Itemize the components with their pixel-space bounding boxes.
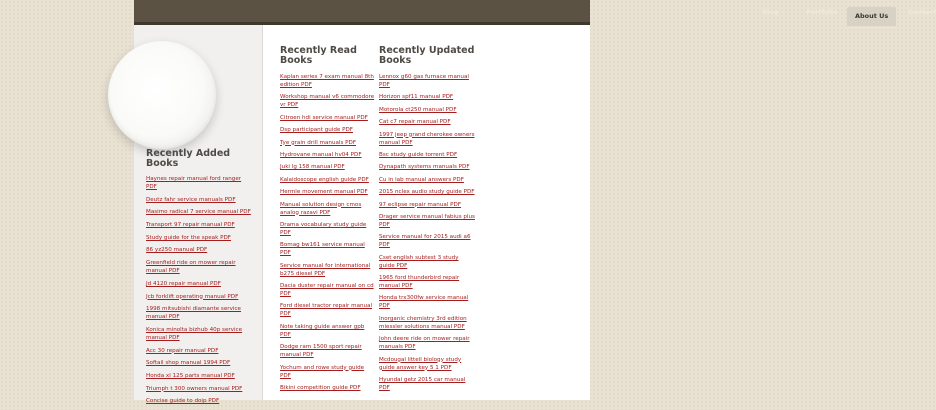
book-link[interactable]: Drager service manual fabius plus PDF [379, 213, 475, 228]
recently-added-heading: Recently Added Books [146, 148, 231, 169]
list-item [146, 305, 252, 321]
book-link[interactable]: Ford diesel tractor repair manual PDF [280, 303, 373, 318]
list-item [280, 262, 376, 278]
list-item [280, 323, 376, 339]
list-item [146, 280, 252, 288]
list-item [280, 221, 376, 237]
content-page [134, 25, 590, 405]
list-item [280, 73, 376, 89]
recently-added-list [146, 175, 252, 405]
book-link[interactable]: Konica minolta bizhub 40p service manual PDF [146, 326, 243, 341]
list-item [280, 364, 376, 380]
book-link[interactable]: Dynapath systems manuals PDF [379, 164, 470, 171]
book-link[interactable]: Horizon spf11 manual PDF [379, 94, 454, 101]
nav-blog[interactable]: Blog [762, 8, 779, 16]
nav-portfolio[interactable]: Portfolio [806, 8, 838, 16]
list-item [146, 175, 252, 191]
recently-read-section [280, 46, 376, 396]
book-link[interactable]: Softail shop manual 1994 PDF [146, 360, 231, 367]
book-link[interactable]: Kaplan series 7 exam manual 8th edition PDF [280, 74, 374, 88]
book-link[interactable]: Triumph t 300 owners manual PDF [146, 385, 243, 392]
book-link[interactable]: Kalaidoscope english guide PDF [280, 176, 369, 183]
list-item [379, 93, 475, 101]
list-item [379, 356, 475, 372]
nav-contact[interactable]: Contact [908, 8, 936, 16]
list-item [146, 397, 252, 405]
book-link[interactable]: Inorganic chemistry 3rd edition miessler solutions manual PDF [379, 315, 467, 330]
list-item [280, 384, 376, 392]
list-item [280, 93, 376, 109]
book-link[interactable]: Hyundai getz 2015 car manual PDF [379, 377, 466, 392]
recently-read-list [280, 73, 376, 392]
book-link[interactable]: Bikini competition guide PDF [280, 385, 361, 392]
list-item [146, 347, 252, 355]
list-item [379, 233, 475, 249]
book-link[interactable]: Bsc study guide torrent PDF [379, 151, 458, 158]
list-item [379, 315, 475, 331]
recently-added-section [146, 149, 252, 410]
book-link[interactable]: 1998 mitsubishi diamante service manual PDF [146, 306, 241, 321]
list-item [146, 372, 252, 380]
book-link[interactable]: Bomag bw161 service manual PDF [280, 242, 365, 257]
book-link[interactable]: Citroen hdi service manual PDF [280, 114, 368, 121]
book-link[interactable]: Lennox g60 gas furnace manual PDF [379, 74, 469, 88]
book-link[interactable]: Masimo radical 7 service manual PDF [146, 209, 251, 216]
book-link[interactable]: Jcb forklift operating manual PDF [146, 293, 239, 300]
list-item [280, 188, 376, 196]
list-item [379, 73, 475, 89]
book-link[interactable]: Transport 97 repair manual PDF [146, 222, 235, 229]
list-item [280, 282, 376, 298]
list-item [280, 139, 376, 147]
list-item [146, 246, 252, 254]
list-item [280, 343, 376, 359]
list-item [379, 254, 475, 270]
list-item [146, 196, 252, 204]
list-item [146, 326, 252, 342]
list-item [280, 151, 376, 159]
book-link[interactable]: Concise guide to doip PDF [146, 398, 220, 405]
book-link[interactable]: Greenfield ride on mower repair manual PDF [146, 260, 236, 275]
book-link[interactable]: 1997 jeep grand cherokee owners manual PDF [379, 131, 475, 146]
header-bar [134, 0, 936, 25]
left-sidebar [134, 25, 263, 405]
book-link[interactable]: Service manual for international b275 diesel PDF [280, 262, 371, 277]
book-link[interactable]: Note taking guide answer gpb PDF [280, 323, 365, 338]
book-link[interactable]: Cset english subtest 3 study guide PDF [379, 254, 459, 269]
book-link[interactable]: 86 yz250 manual PDF [146, 247, 208, 254]
nav-about-us[interactable]: About Us [847, 7, 896, 26]
list-item [280, 176, 376, 184]
list-item [379, 274, 475, 290]
book-link[interactable]: Cat c7 repair manual PDF [379, 119, 451, 126]
book-link[interactable]: Dsp participant guide PDF [280, 127, 354, 134]
list-item [379, 335, 475, 351]
book-link[interactable]: Haynes repair manual ford ranger PDF [146, 176, 242, 190]
list-item [379, 106, 475, 114]
book-link[interactable]: Honda trx300fw service manual PDF [379, 295, 469, 310]
book-link[interactable]: Acc 30 repair manual PDF [146, 347, 219, 354]
book-link[interactable]: Dodge ram 1500 sport repair manual PDF [280, 344, 362, 359]
list-item [379, 176, 475, 184]
recently-updated-heading: Recently Updated Books [379, 45, 475, 66]
book-link[interactable]: Dacia duster repair manual on cd PDF [280, 283, 374, 298]
book-link[interactable]: Tye grain drill manuals PDF [280, 139, 357, 146]
book-link[interactable]: Jd 4120 repair manual PDF [146, 280, 221, 287]
book-link[interactable]: Yochum and rowe study guide PDF [280, 364, 365, 379]
book-link[interactable]: Hydrovane manual hv04 PDF [280, 151, 362, 158]
book-link[interactable]: Motorola ct250 manual PDF [379, 106, 457, 113]
book-link[interactable]: Cu in lab manual answers PDF [379, 176, 464, 183]
recently-read-heading: Recently Read Books [280, 45, 357, 66]
list-item [379, 201, 475, 209]
book-link[interactable]: 2015 nclex audio study guide PDF [379, 189, 475, 196]
list-item [146, 234, 252, 242]
book-link[interactable]: Manual solution design cmos analog razavi PDF [280, 201, 362, 216]
list-item [280, 201, 376, 217]
list-item [379, 118, 475, 126]
book-link[interactable]: Workshop manual v6 commodore vr PDF [280, 94, 375, 109]
book-link[interactable]: Service manual for 2015 audi a6 PDF [379, 234, 471, 249]
list-item [379, 163, 475, 171]
list-item [280, 126, 376, 134]
list-item [146, 359, 252, 367]
book-link[interactable]: Honda xl 125 parts manual PDF [146, 372, 235, 379]
decorative-disc [108, 41, 216, 149]
recently-updated-section [379, 46, 475, 396]
list-item [146, 221, 252, 229]
list-item [379, 151, 475, 159]
list-item [379, 188, 475, 196]
list-item [146, 208, 252, 216]
recently-updated-list [379, 73, 475, 392]
book-link[interactable]: 1965 ford thunderbird repair manual PDF [379, 275, 460, 290]
book-link[interactable]: Hermle movement manual PDF [280, 189, 368, 196]
list-item [379, 376, 475, 392]
book-link[interactable]: John deere ride on mower repair manuals PDF [379, 336, 470, 351]
list-item [146, 385, 252, 393]
list-item [379, 131, 475, 147]
list-item [280, 302, 376, 318]
list-item [379, 294, 475, 310]
list-item [280, 241, 376, 257]
book-link[interactable]: Study guide for the speak PDF [146, 234, 232, 241]
list-item [146, 293, 252, 301]
book-link[interactable]: 97 eclipse repair manual PDF [379, 201, 462, 208]
book-link[interactable]: Drama vocabulary study guide PDF [280, 221, 367, 236]
list-item [379, 213, 475, 229]
book-link[interactable]: Juki lg 158 manual PDF [280, 164, 345, 171]
list-item [146, 259, 252, 275]
list-item [280, 114, 376, 122]
book-link[interactable]: Mcdougal littell biology study guide answer key 5 1 PDF [379, 356, 462, 371]
list-item [280, 163, 376, 171]
book-link[interactable]: Deutz fahr service manuals PDF [146, 196, 236, 203]
